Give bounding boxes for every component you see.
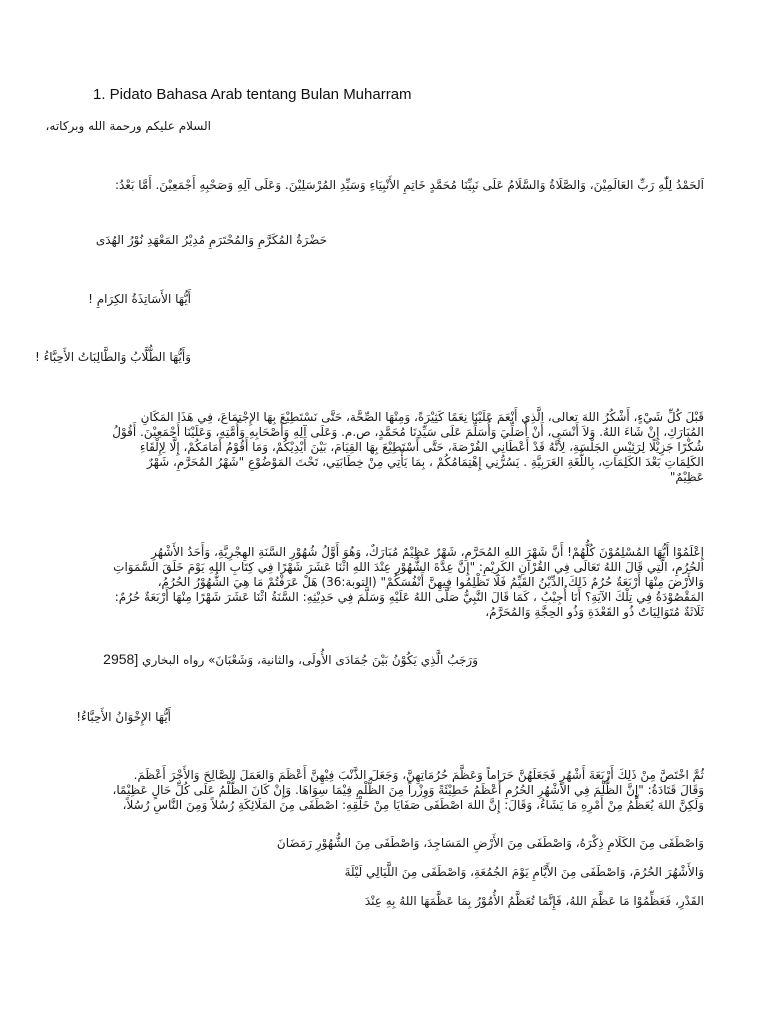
address-director: حَضْرَةُ المُكَرَّمِ وَالمُحْتَرَمِ مُدِيْرُ المَعْهَدِ نُوْرُ الهُدَى <box>95 233 327 247</box>
paragraph-line: عَظِيْمٌ" <box>669 470 704 484</box>
paragraph-line: الكَلِمَاتِ بَعْدَ الكَلِمَاتِ، بِاللُّغَةِ العَرَبِيَّةِ . يَسُرُّنِي إِهْتِمَامُكُمْ ، بِمَا يَأْتِي مِنْ خِطَابَتِي، تَحْتَ المَوْضُوْعِ "شَهْرُ المُحَرَّمِ، شَهْرٌ <box>146 455 704 469</box>
paragraph-line: وَالأَرْضَ مِنْهَا أَرْبَعَةٌ حُرُمٌ ذَلِكَ الدِّيْنُ القَيِّمُ فَلَا تَظْلِمُوا فِيهِنَّ أَنْفُسَكُمْ" (التوبة:36) هَلْ عَرَفْتُمْ مَا هِيَ الشُّهُوْرُ الحُرُمُ، <box>157 575 704 589</box>
salam-greeting: السلام عليكم ورحمة الله وبركاته، <box>45 119 211 133</box>
paragraph-line: وَقَالَ قَتَادَةُ: "إِنَّ الظُّلْمَ فِي الأَشْهُرِ الحُرُمِ أَعْظَمُ خَطِيْئَةً وَوِزْراً مِنَ الظُّلْمِ فِيْمَا سِوَاهَا. وَإِنْ كَانَ الظُّلْمُ عَلَى كُلِّ حَالٍ عَظِيْمًا، <box>112 783 704 797</box>
paragraph-line: وَالأَشْهُرَ الحُرُمَ، وَاصْطَفَى مِنَ الأَيَّامِ يَوْمَ الجُمُعَةِ، وَاصْطَفَى مِنَ اللَّيَالِي لَيْلَةَ <box>344 865 704 879</box>
hadith-citation <box>58 651 478 667</box>
paragraph-line: ثُمَّ اخْتَصَّ مِنْ ذَلِكَ أَرْبَعَةَ أَشْهُرٍ فَجَعَلَهُنَّ حَرَاماً وَعَظَّمَ حُرُمَاتِهِنَّ، وَجَعَلَ الذَّنْبَ فِيْهِنَّ أَعْظَمَ وَالعَمَلَ الصَّالِحَ وَالأَجْرَ أَعْظَمَ. <box>133 768 704 782</box>
paragraph-introduction <box>74 410 704 485</box>
address-students: وَأَيُّهَا الطُّلَّابُ وَالطَّالِبَاتُ الأَحِبَّاءُ ! <box>34 350 191 364</box>
paragraph-sacred-months <box>74 545 704 620</box>
paragraph-line: وَاصْطَفَى مِنَ الكَلَامِ ذِكْرَهُ، وَاصْطَفَى مِنَ الأَرْضِ المَسَاجِدَ، وَاصْطَفَى مِنَ الشُّهُوْرِ رَمَضَانَ <box>276 836 704 850</box>
paragraph-line: المَقْصُوْدَةُ فِي تِلْكَ الآيَةِ؟ أَنَا أُجِيْبُ ، كَمَا قَالَ النَّبِيُّ صَلَّى اللهُ عَلَيْهِ وَسَلَّمَ فِي حَدِيْثِهِ: السَّنَةُ اثْنَا عَشَرَ شَهْرًا مِنْهَا أَرْبَعَةٌ حُرُمٌ: <box>114 590 704 604</box>
paragraph-line: شُكْرًا جَزِيْلًا لِرَئِيْسِ الجَلْسَةِ، لِأَنَّهُ قَدْ أَعْطَانِي الفُرْصَةَ، حَتَّى أَسْتَطِيْعَ بِهَا القِيَامَ، بَيْنَ أَيْدِيْكُمْ، وَمَا أَقُوْمُ أَمَامَكُمْ، إِلَّا لِإِلْقَاءِ <box>139 440 704 454</box>
paragraph-line: إِعْلَمُوْا أَيُّهَا المُسْلِمُوْنَ كُلُّهُمْ! أَنَّ شَهْرَ اللهِ المُحَرَّمِ، شَهْرٌ عَظِيْمٌ مُبَارَكٌ، وَهُوَ أَوَّلُ شُهُوْرِ السَّنَةِ الهِجْرِيَّةِ، وَأَحَدُ الأَشْهُرِ <box>151 545 704 559</box>
paragraph-line: قَبْلَ كُلِّ شَيْءٍ، أَشْكُرُ اللهَ تعالى، الَّذِي أَنْعَمَ عَلَيْنَا نِعَمًا كَثِيْرَةً، وَمِنْهَا الصِّحَّة، حَتَّى نَسْتَطِيْعَ بِهَا الإِجْتِمَاعَ، فِي هَذَا المَكَانِ <box>140 410 704 424</box>
document-title: 1. Pidato Bahasa Arab tentang Bulan Muharram <box>93 86 412 103</box>
address-brothers: أَيُّهَا الإِخْوَانُ الأَحِبَّاءُ! <box>76 710 171 724</box>
hadith-citation-text: وَرَجَبُ الَّذِي يَكُوْنُ بَيْنَ جُمَادَى الأُولَى، والثانية، وَشَعْبَانَ» رواه البخاري <box>142 653 478 667</box>
hamd-opening: اَلحَمْدُ لِلّٰهِ رَبِّ العَالَمِيْنَ، وَالصَّلَاةُ وَالسَّلَامُ عَلَى نَبِيِّنَا مُحَمَّدٍ خَاتِمِ الأَنْبِيَاءِ وَسَيِّدِ المُرْسَلِيْنَ. وَعَلَى آلِهِ وَصَحْبِهِ أَجْمَعِيْنَ. أَمَّا بَعْدُ: <box>114 178 704 192</box>
hadith-number: [2958 <box>103 651 139 667</box>
paragraph-line: وَلَكِنَّ اللهَ يُعَظِّمُ مِنْ أَمْرِهِ مَا يَشَاءُ، وَقَالَ: إِنَّ اللهَ اصْطَفَى صَفَايَا مِنْ خَلْقِهِ: اصْطَفَى مِنَ المَلَائِكَةِ رُسُلاً وَمِنَ النَّاسِ رُسُلاً، <box>122 798 704 812</box>
address-teachers: أَيُّهَا الأَسَاتِذَةُ الكِرَامِ ! <box>88 292 191 306</box>
paragraph-qatadah <box>74 768 704 813</box>
paragraph-line: الحُرُمِ، الَّتِي قَالَ اللهُ تَعَالَى فِي القُرْآنِ الكَرِيْمِ: "إِنَّ عِدَّةَ الشُّهُوْرِ عِنْدَ اللهِ اثْنَا عَشَرَ شَهْرًا فِي كِتَابِ اللهِ يَوْمَ خَلَقَ السَّمَوَاتِ <box>113 560 704 574</box>
paragraph-line: المُبَارَكِ، إِنْ شَاءَ اللهُ. وَلاَ أَنْسَى، أَنْ أُصَلِّيَ وَأُسَلِّمَ عَلَى سَيِّدِنَا مُحَمَّدٍ، ص.م. وَعَلَى آلِهِ وَأَصْحَابِهِ وَأُمَّتِهِ، وَعَلَيْنَا أَجْمَعِيْنَ. أَقُوْلُ <box>112 425 704 439</box>
paragraph-line: القَدْرِ، فَعَظِّمُوْا مَا عَظَّمَ اللهُ، فَإِنَّمَا تُعَظَّمُ الأُمُوْرُ بِمَا عَظَّمَهَا اللهُ بِهِ عِنْدَ <box>364 894 704 908</box>
paragraph-line: ثَلَاثَةٌ مُتَوَالِيَاتٌ ذُو القَعْدَةِ وَذُو الحِجَّةِ وَالمُحَرَّمُ، <box>485 605 704 619</box>
